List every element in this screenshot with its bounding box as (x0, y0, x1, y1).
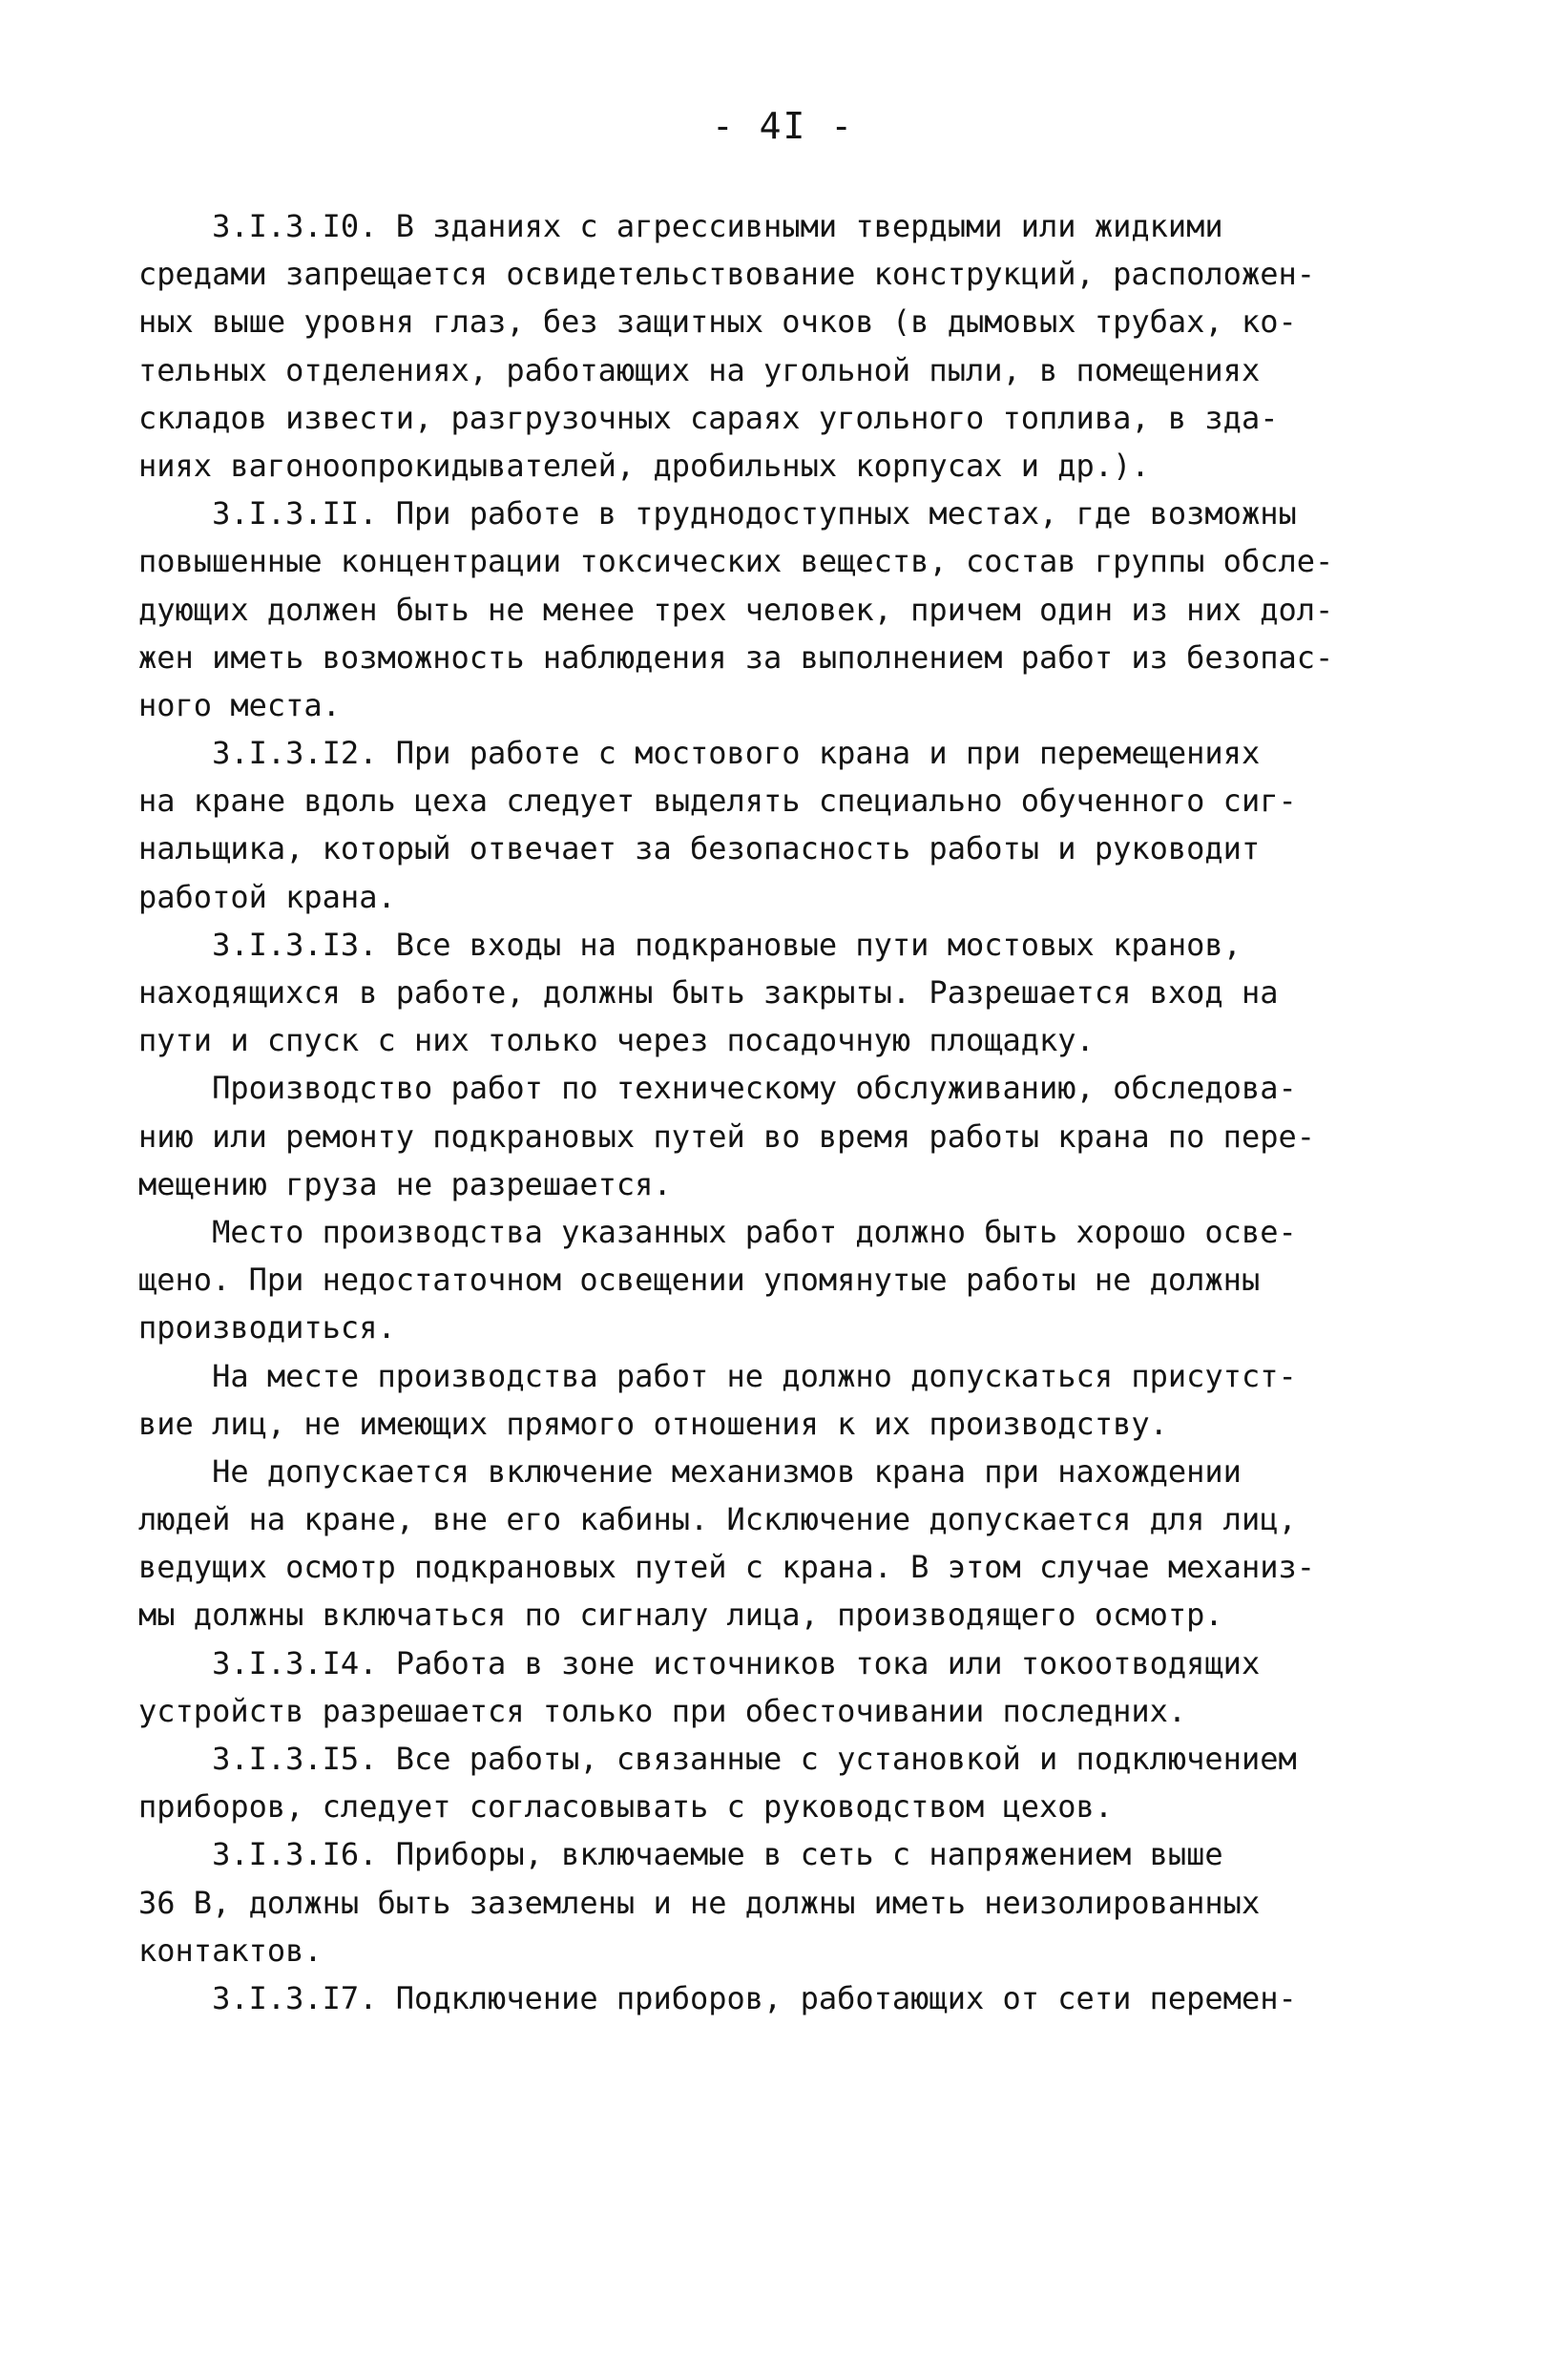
text-line: людей на кране, вне его кабины. Исключение допускается для лиц, (138, 1501, 1297, 1538)
text-line: 3.I.3.I5. Все работы, связанные с установкой и подключением (138, 1741, 1297, 1777)
document-body (138, 202, 1422, 2022)
text-line: 3.I.3.I0. В зданиях с агрессивными твердыми или жидкими (138, 208, 1223, 244)
text-line: ного места. (138, 686, 341, 723)
text-line: находящихся в работе, должны быть закрыты. Разрешается вход на (138, 974, 1279, 1011)
text-line: 3.I.3.I4. Работа в зоне источников тока или токоотводящих (138, 1644, 1261, 1681)
text-line: производиться. (138, 1309, 396, 1347)
text-line: тельных отделениях, работающих на угольной пыли, в помещениях (138, 351, 1261, 388)
text-line: 3.I.3.I7. Подключение приборов, работающих от сети перемен- (138, 1979, 1297, 2016)
text-line: ных выше уровня глаз, без защитных очков (в дымовых трубах, ко- (138, 303, 1297, 341)
text-line: пути и спуск с них только через посадочную площадку. (138, 1022, 1095, 1059)
text-line: 3.I.3.I3. Все входы на подкрановые пути мостовых кранов, (138, 926, 1242, 963)
text-line: мы должны включаться по сигналу лица, производящего осмотр. (138, 1597, 1223, 1634)
text-line: ведущих осмотр подкрановых путей с крана. В этом случае механиз- (138, 1549, 1315, 1586)
text-line: складов извести, разгрузочных сараях угольного топлива, в зда- (138, 399, 1279, 436)
text-line: 3.I.3.II. При работе в труднодоступных местах, где возможны (138, 495, 1297, 532)
text-line: повышенные концентрации токсических веществ, состав группы обсле- (138, 543, 1334, 580)
text-line: ниях вагоноопрокидывателей, дробильных корпусах и др.). (138, 447, 1150, 484)
text-line: Не допускается включение механизмов крана при нахождении (138, 1452, 1242, 1490)
page-number: - 4I - (711, 105, 855, 147)
text-line: нальщика, который отвечает за безопасность работы и руководит (138, 830, 1261, 867)
text-line: щено. При недостаточном освещении упомянутые работы не должны (138, 1262, 1261, 1299)
text-line: на кране вдоль цеха следует выделять специально обученного сиг- (138, 783, 1297, 820)
text-line: приборов, следует согласовывать с руководством цехов. (138, 1788, 1114, 1826)
text-line: Производство работ по техническому обслуживанию, обследова- (138, 1070, 1297, 1107)
text-line: мещению груза не разрешается. (138, 1165, 672, 1202)
text-line: 3.I.3.I6. Приборы, включаемые в сеть с напряжением выше (138, 1836, 1223, 1873)
text-line: работой крана. (138, 878, 396, 915)
text-line: дующих должен быть не менее трех человек, причем один из них дол- (138, 591, 1334, 628)
text-line: На месте производства работ не должно допускаться присутст- (138, 1357, 1297, 1394)
text-line: контактов. (138, 1931, 323, 1969)
text-line: 36 В, должны быть заземлены и не должны иметь неизолированных (138, 1884, 1261, 1921)
text-line: средами запрещается освидетельствование конструкций, расположен- (138, 256, 1315, 293)
text-line: устройств разрешается только при обесточивании последних. (138, 1692, 1187, 1729)
text-line: жен иметь возможность наблюдения за выполнением работ из безопас- (138, 638, 1334, 676)
text-line: нию или ремонту подкрановых путей во время работы крана по пере- (138, 1117, 1315, 1155)
text-line: Место производства указанных работ должно быть хорошо осве- (138, 1213, 1297, 1250)
text-line: 3.I.3.I2. При работе с мостового крана и при перемещениях (138, 735, 1261, 772)
text-line: вие лиц, не имеющих прямого отношения к их производству. (138, 1405, 1168, 1442)
